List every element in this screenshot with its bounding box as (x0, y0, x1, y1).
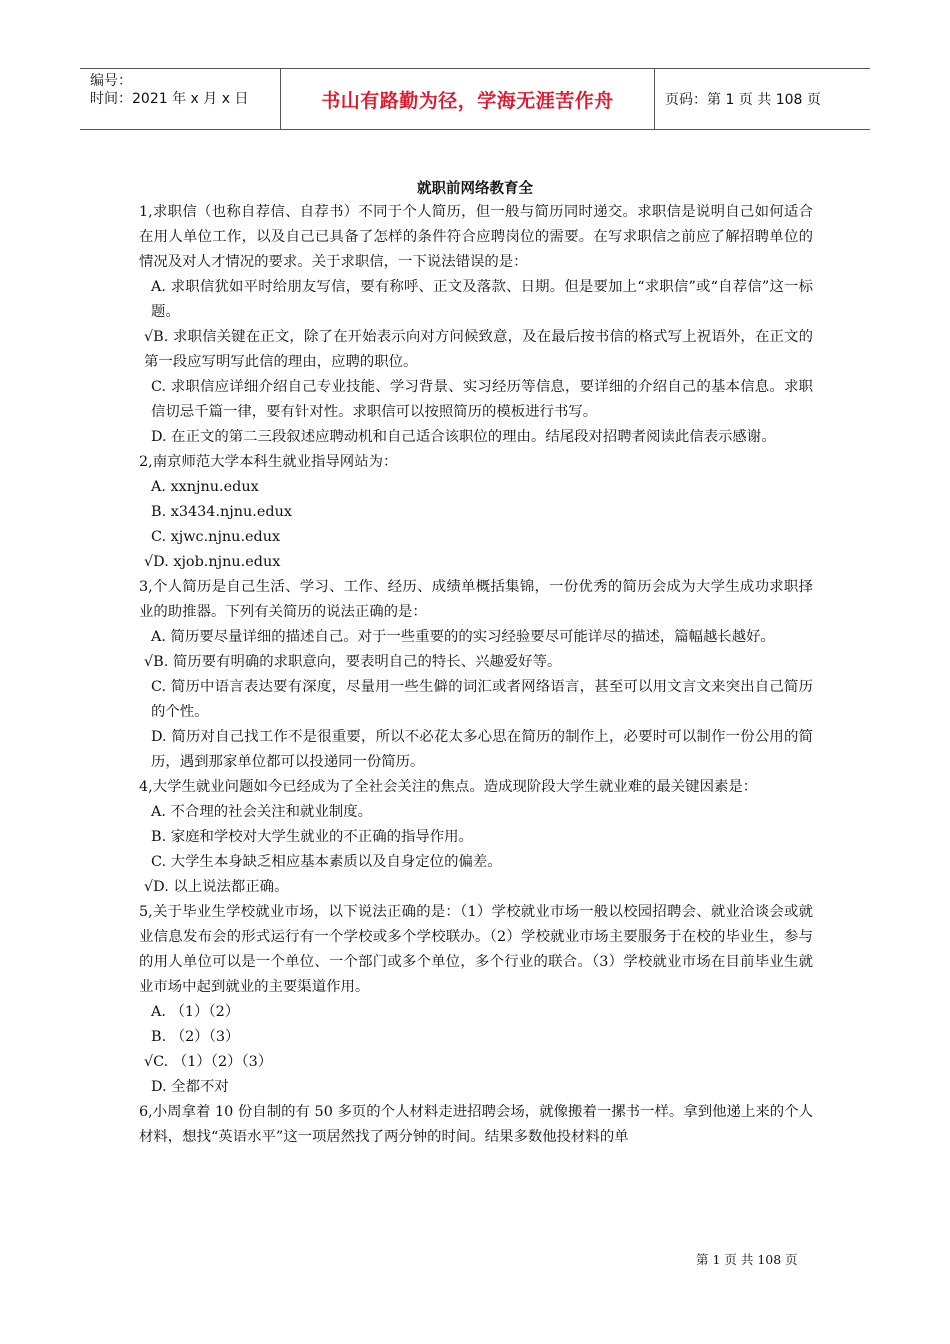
page-footer: 第 1 页 共 108 页 (696, 1252, 798, 1267)
answer-option-correct: √B. 简历要有明确的求职意向，要表明自己的特长、兴趣爱好等。 (144, 654, 562, 670)
answer-option-correct: √B. 求职信关键在正文，除了在开始表示向对方问候致意，及在最后按书信的格式写上祝语外，在正文的第一段应写明写此信的理由，应聘的职位。 (144, 329, 813, 370)
answer-option: B. x3434.njnu.edux (151, 504, 292, 520)
header-page-info: 页码：第 1 页 共 108 页 (665, 92, 821, 108)
answer-option: A. （1）（2） (151, 1004, 240, 1020)
answer-option: A. 简历要尽量详细的描述自己。对于一些重要的的实习经验要尽可能详尽的描述，篇幅越长越好。 (151, 629, 775, 645)
answer-option: C. 求职信应详细介绍自己专业技能、学习背景、实习经历等信息，要详细的介绍自己的基本信息。求职信切忌千篇一律，要有针对性。求职信可以按照简历的模板进行书写。 (151, 379, 813, 420)
answer-option: B. 家庭和学校对大学生就业的不正确的指导作用。 (151, 829, 473, 845)
answer-option-correct: √D. 以上说法都正确。 (144, 879, 289, 895)
header-meta (80, 69, 281, 129)
question-stem: 4,大学生就业问题如今已经成为了全社会关注的焦点。造成现阶段大学生就业难的最关键因素是： (139, 779, 758, 795)
header-number-label: 编号： (90, 73, 132, 89)
answer-option: C. xjwc.njnu.edux (151, 529, 281, 545)
question-stem: 2,南京师范大学本科生就业指导网站为： (139, 454, 398, 470)
answer-option: D. 在正文的第二三段叙述应聘动机和自己适合该职位的理由。结尾段对招聘者阅读此信表示感谢。 (151, 429, 776, 445)
document-title: 就职前网络教育全 (417, 181, 533, 197)
header-motto: 书山有路勤为径，学海无涯苦作舟 (281, 69, 655, 129)
answer-option-correct: √C. （1）（2）（3） (144, 1054, 273, 1070)
header-time-label: 时间：2021 年 x 月 x 日 (90, 91, 249, 107)
question-stem: 6,小周拿着 10 份自制的有 50 多页的个人材料走进招聘会场，就像搬着一摞书一样。拿到他递上来的个人材料，想找“英语水平”这一项居然找了两分钟的时间。结果多数他投材料的单 (139, 1104, 813, 1145)
answer-option: D. 简历对自己找工作不是很重要，所以不必花太多心思在简历的制作上，必要时可以制作一份公用的简历，遇到那家单位都可以投递同一份简历。 (151, 729, 813, 770)
answer-option: C. 简历中语言表达要有深度，尽量用一些生僻的词汇或者网络语言，甚至可以用文言文来突出自己简历的个性。 (151, 679, 813, 720)
answer-option: C. 大学生本身缺乏相应基本素质以及自身定位的偏差。 (151, 854, 502, 870)
question-list (139, 200, 813, 1150)
answer-option: B. （2）（3） (151, 1029, 240, 1045)
question-stem: 1,求职信（也称自荐信、自荐书）不同于个人简历，但一般与简历同时递交。求职信是说明自己如何适合在用人单位工作，以及自己已具备了怎样的条件符合应聘岗位的需要。在写求职信之前应了解招聘单位的情况及对人才情况的要求。关于求职信，一下说法错误的是： (139, 204, 813, 270)
answer-option: D. 全都不对 (151, 1079, 229, 1095)
answer-option-correct: √D. xjob.njnu.edux (144, 554, 281, 570)
question-stem: 5,关于毕业生学校就业市场，以下说法正确的是：（1）学校就业市场一般以校园招聘会、就业洽谈会或就业信息发布会的形式运行有一个学校或多个学校联办。（2）学校就业市场主要服务于在校的毕业生，参与的用人单位可以是一个单位、一个部门或多个单位，多个行业的联合。（3）学校就业市场在目前毕业生就业市场中起到就业的主要渠道作用。 (139, 904, 813, 995)
answer-option: A. 求职信犹如平时给朋友写信，要有称呼、正文及落款、日期。但是要加上“求职信”或“自荐信”这一标题。 (151, 279, 813, 320)
answer-option: A. xxnjnu.edux (151, 479, 259, 495)
question-stem: 3,个人简历是自己生活、学习、工作、经历、成绩单概括集锦，一份优秀的简历会成为大学生成功求职择业的助推器。下列有关简历的说法正确的是： (139, 579, 813, 620)
page-header (80, 68, 870, 130)
answer-option: A. 不合理的社会关注和就业制度。 (151, 804, 373, 820)
